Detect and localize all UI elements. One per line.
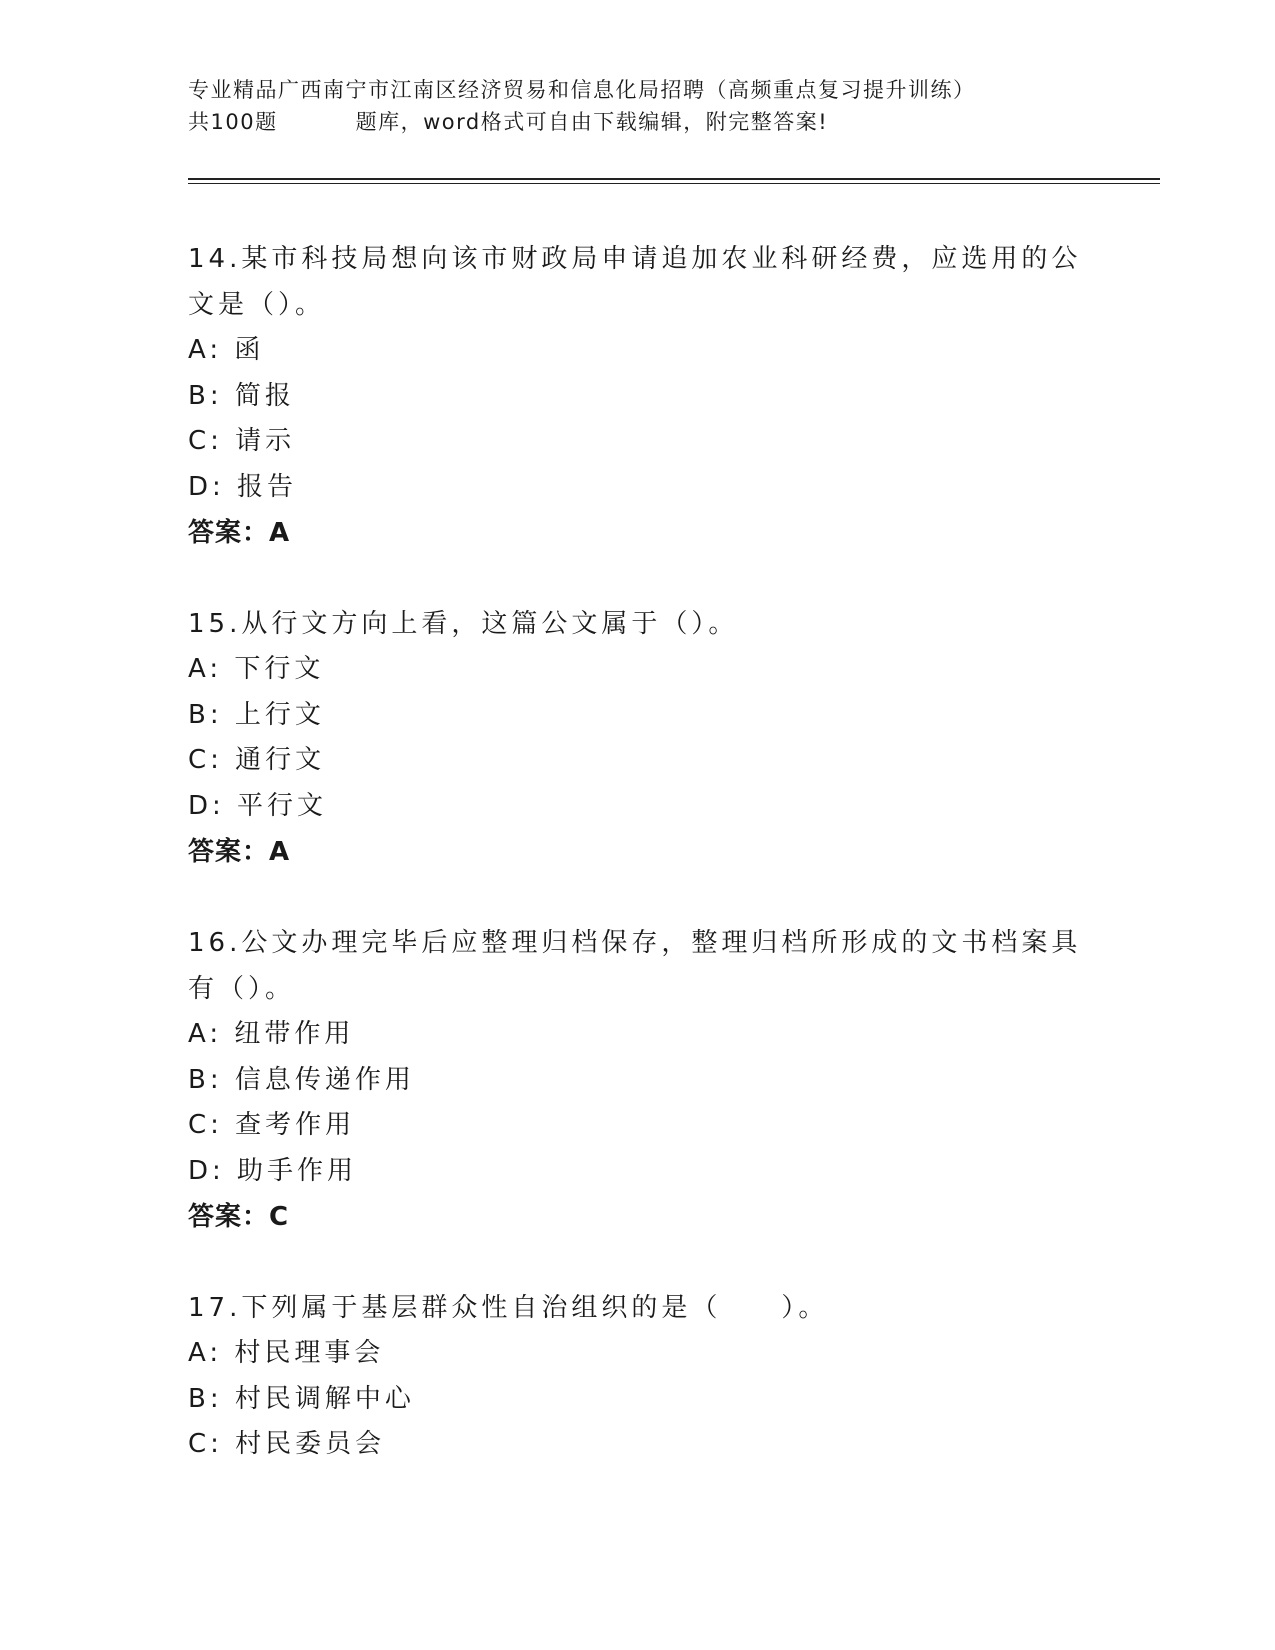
header-title: 专业精品广西南宁市江南区经济贸易和信息化局招聘（高频重点复习提升训练） — [188, 78, 976, 102]
option-c: C: 查考作用 — [188, 1110, 356, 1140]
option-c: C: 村民委员会 — [188, 1429, 386, 1459]
question-stem: 14.某市科技局想向该市财政局申请追加农业科研经费，应选用的公文是（）。 — [188, 244, 1082, 320]
option-b: B: 上行文 — [188, 699, 325, 730]
option-a: A: 村民理事会 — [188, 1338, 385, 1368]
option-d: D: 平行文 — [188, 790, 328, 821]
option-a: A: 函 — [188, 335, 265, 365]
option-b: B: 村民调解中心 — [188, 1383, 415, 1414]
question-stem: 15.从行文方向上看，这篇公文属于（）。 — [188, 609, 739, 639]
question-17 — [188, 1285, 1088, 1468]
question-spacer — [188, 556, 1088, 601]
document-header — [188, 74, 1068, 138]
answer-key: 答案：C — [188, 1202, 290, 1232]
question-15 — [188, 601, 1088, 875]
answer-key: 答案：A — [188, 837, 291, 867]
question-count: 共100题 — [188, 110, 278, 134]
header-subtitle — [188, 106, 1068, 138]
question-14 — [188, 236, 1088, 556]
option-b: B: 简报 — [188, 380, 295, 411]
question-16 — [188, 920, 1088, 1240]
question-list — [188, 236, 1088, 1468]
header-description: 题库，word格式可自由下载编辑，附完整答案! — [355, 110, 829, 134]
header-divider — [188, 178, 1160, 184]
option-c: C: 请示 — [188, 426, 296, 456]
question-spacer — [188, 875, 1088, 920]
question-stem: 17.下列属于基层群众性自治组织的是（ ）。 — [188, 1293, 829, 1323]
option-d: D: 报告 — [188, 471, 298, 502]
answer-key: 答案：A — [188, 518, 291, 548]
question-stem: 16.公文办理完毕后应整理归档保存，整理归档所形成的文书档案具有（）。 — [188, 928, 1082, 1004]
option-b: B: 信息传递作用 — [188, 1064, 415, 1095]
option-a: A: 纽带作用 — [188, 1019, 355, 1049]
option-a: A: 下行文 — [188, 654, 325, 684]
question-spacer — [188, 1240, 1088, 1285]
option-c: C: 通行文 — [188, 745, 326, 775]
option-d: D: 助手作用 — [188, 1155, 358, 1186]
